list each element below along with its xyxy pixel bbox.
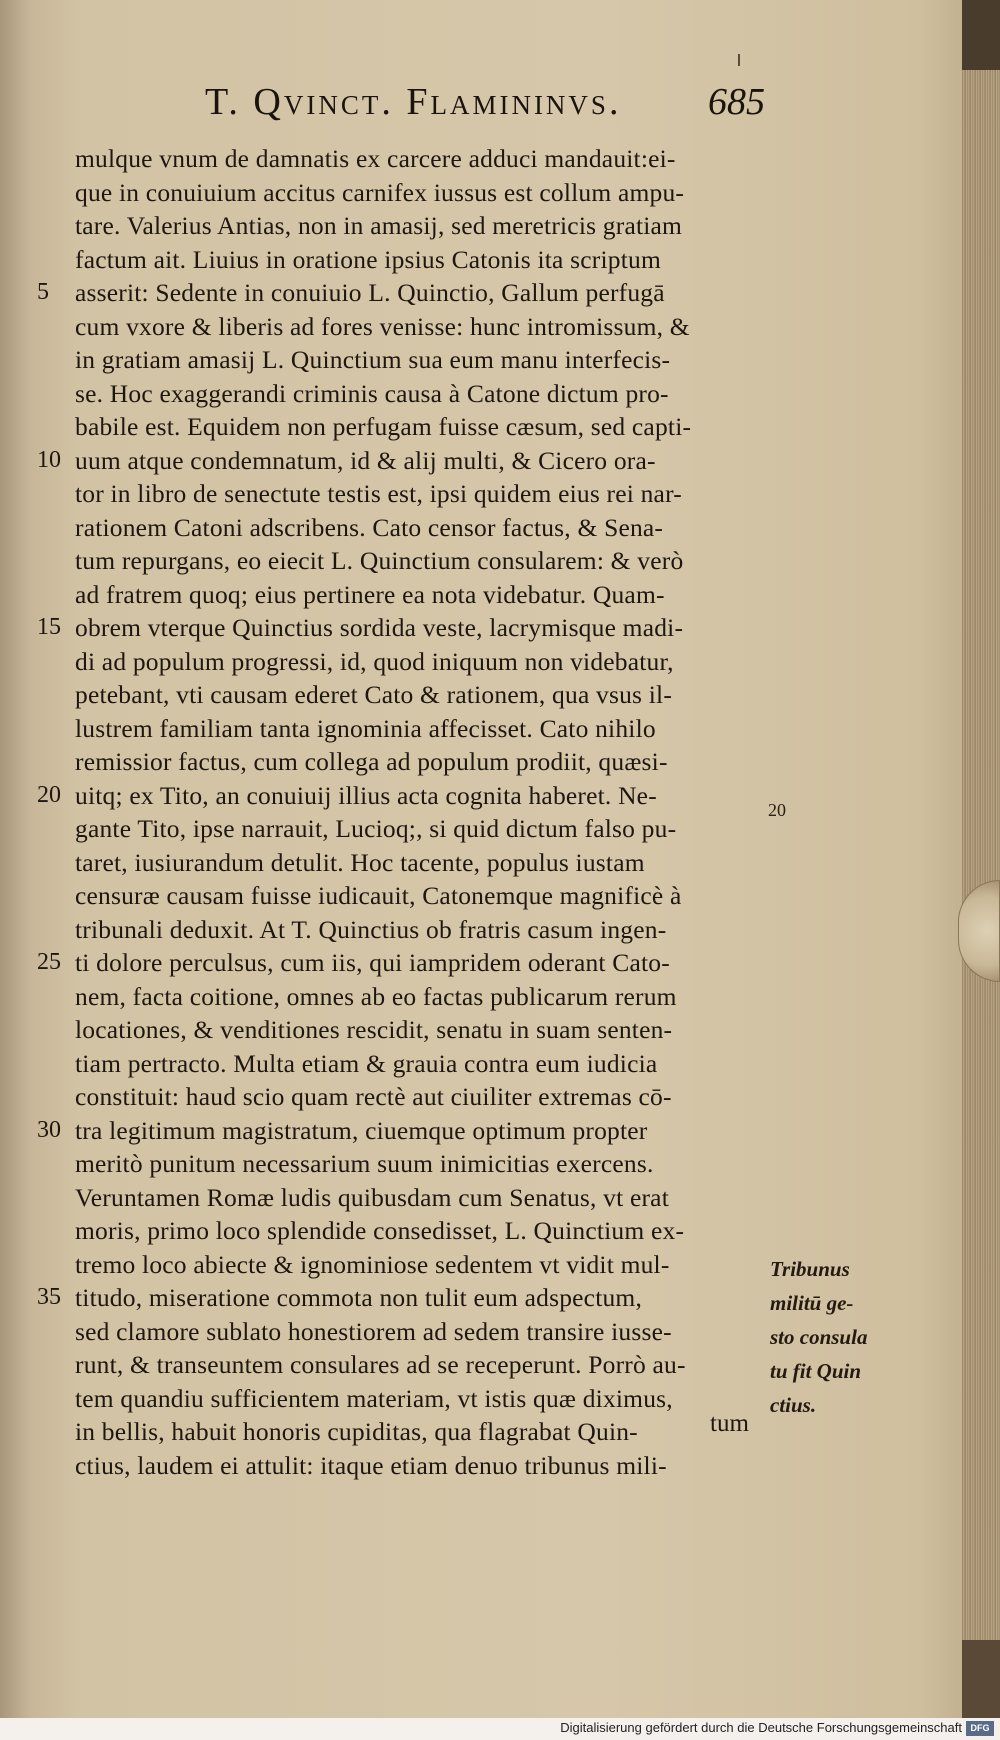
text-line: [75, 1449, 765, 1483]
text-line: [75, 678, 765, 712]
line-text: di ad populum progressi, id, quod iniquum non videbatur,: [75, 646, 674, 676]
main-text: [37, 142, 765, 1482]
text-line: [75, 343, 765, 377]
text-line: [75, 243, 765, 277]
line-number: 30: [37, 1116, 61, 1143]
text-line: [75, 176, 765, 210]
line-text: Veruntamen Romæ ludis quibusdam cum Senatus, vt erat: [75, 1182, 669, 1212]
line-text: asserit: Sedente in conuiuio L. Quinctio, Gallum perfugā: [75, 278, 665, 307]
text-line: [75, 1047, 765, 1081]
binding-bottom: [962, 1640, 1000, 1720]
text-line: [75, 745, 765, 779]
footer-bar: [0, 1718, 1000, 1740]
catchword: tum: [710, 1410, 749, 1437]
line-text: tremo loco abiecte & ignominiose sedentem vt vidit mul-: [75, 1249, 670, 1279]
text-line: [37, 1114, 765, 1148]
text-line: [75, 1348, 765, 1382]
line-text: mulque vnum de damnatis ex carcere adduci mandauit:ei-: [75, 144, 676, 173]
folio-number: 685: [708, 81, 765, 123]
text-line: [75, 879, 765, 913]
text-line: [75, 209, 765, 243]
text-line: [37, 1281, 765, 1315]
line-text: babile est. Equidem non perfugam fuisse cæsum, sed capti-: [75, 412, 692, 441]
marginal-note-line: Tribunus: [770, 1257, 850, 1281]
page-edge: [962, 0, 1000, 1740]
line-text: ad fratrem quoq; eius pertinere ea nota videbatur. Quam-: [75, 579, 665, 609]
line-text: titudo, miseratione commota non tulit eum adspectum,: [75, 1283, 643, 1312]
marginal-note: [770, 1252, 900, 1422]
text-line: [75, 1315, 765, 1349]
line-text: censuræ causam fuisse iudicauit, Catonemque magnificè à: [75, 881, 682, 910]
line-text: constituit: haud scio quam rectè aut ciuiliter extremas cō-: [75, 1082, 672, 1111]
line-number: 10: [37, 446, 61, 473]
marginal-note-line: militū ge-: [770, 1291, 854, 1315]
line-text: tra legitimum magistratum, ciuemque optimum propter: [75, 1115, 648, 1145]
marginal-note-line: tu fit Quin: [770, 1359, 862, 1383]
dfg-logo: DFG: [966, 1721, 994, 1736]
text-line: [75, 477, 765, 511]
text-line: [75, 812, 765, 846]
text-line: [75, 410, 765, 444]
line-text: gante Tito, ipse narrauit, Lucioq;, si quid dictum falso pu-: [75, 814, 677, 843]
text-line: [75, 1080, 765, 1114]
text-line: [37, 779, 765, 813]
text-line: [75, 1181, 765, 1215]
line-text: in gratiam amasij L. Quinctium sua eum manu interfecis-: [75, 345, 671, 374]
running-title: T. Qvinct. Flamininvs.: [205, 81, 622, 123]
line-text: uitq; ex Tito, an conuiuij illius acta cognita haberet. Ne-: [75, 780, 657, 810]
text-line: [75, 310, 765, 344]
line-number: 25: [37, 949, 61, 975]
text-line: [75, 1013, 765, 1047]
line-text: remissior factus, cum collega ad populum prodiit, quæsi-: [75, 747, 668, 776]
line-text: factum ait. Liuius in oratione ipsius Catonis ita scriptum: [75, 244, 661, 274]
line-text: rationem Catoni adscribens. Cato censor factus, & Sena-: [75, 512, 664, 542]
line-text: locationes, & venditiones rescidit, senatu in suam senten-: [75, 1015, 673, 1044]
text-line: [75, 1382, 765, 1416]
text-line: [75, 1214, 765, 1248]
text-line: [75, 846, 765, 880]
line-number: 35: [37, 1284, 61, 1310]
text-line: [75, 645, 765, 679]
line-text: tiam pertracto. Multa etiam & grauia contra eum iudicia: [75, 1048, 658, 1078]
marginal-note-line: sto consula: [770, 1325, 868, 1349]
binding-top: [962, 0, 1000, 70]
line-text: tare. Valerius Antias, non in amasij, sed meretricis gratiam: [75, 211, 683, 240]
line-text: ctius, laudem ei attulit: itaque etiam denuo tribunus mili-: [75, 1450, 667, 1480]
text-line: [75, 1147, 765, 1181]
page-header: [205, 80, 765, 132]
line-text: tribunali deduxit. At T. Quinctius ob fratris casum ingen-: [75, 914, 667, 944]
text-line: [75, 511, 765, 545]
text-line: [75, 544, 765, 578]
line-text: obrem vterque Quinctius sordida veste, lacrymisque madi-: [75, 613, 684, 642]
text-line: [75, 1415, 765, 1449]
text-line: [75, 578, 765, 612]
line-text: nem, facta coitione, omnes ab eo factas publicarum rerum: [75, 981, 677, 1011]
line-text: uum atque condemnatum, id & alij multi, & Cicero ora-: [75, 445, 656, 475]
text-line: [75, 913, 765, 947]
marginal-note-line: ctius.: [770, 1393, 817, 1417]
line-text: se. Hoc exaggerandi criminis causa à Catone dictum pro-: [75, 378, 669, 408]
text-line: [75, 142, 765, 176]
line-text: cum vxore & liberis ad fores venisse: hunc intromissum, &: [75, 311, 690, 341]
text-line: [37, 611, 765, 645]
text-line: [75, 1248, 765, 1282]
line-text: in bellis, habuit honoris cupiditas, qua flagrabat Quin-: [75, 1417, 638, 1446]
line-text: tum repurgans, eo eiecit L. Quinctium consularem: & verò: [75, 546, 684, 575]
line-text: lustrem familiam tanta ignominia affecisset. Cato nihilo: [75, 713, 656, 743]
text-line: [75, 712, 765, 746]
text-line: [37, 276, 765, 310]
line-number: 20: [37, 781, 61, 808]
line-text: tor in libro de senectute testis est, ipsi quidem eius rei nar-: [75, 479, 682, 508]
text-line: [75, 377, 765, 411]
funding-note: Digitalisierung gefördert durch die Deutsche Forschungsgemeinschaft: [560, 1720, 962, 1735]
line-text: petebant, vti causam ederet Cato & rationem, qua vsus il-: [75, 680, 673, 709]
line-text: moris, primo loco splendide consedisset, L. Quinctium ex-: [75, 1216, 685, 1245]
line-text: que in conuiuium accitus carnifex iussus est collum ampu-: [75, 177, 685, 207]
text-line: [37, 946, 765, 980]
line-number: 15: [37, 614, 61, 640]
line-text: runt, & transeuntem consulares ad se receperunt. Porrò au-: [75, 1350, 686, 1379]
side-number: 20: [768, 800, 786, 820]
line-text: ti dolore perculsus, cum iis, qui iampridem oderant Cato-: [75, 948, 670, 977]
line-text: tem quandiu sufficientem materiam, vt istis quæ diximus,: [75, 1383, 673, 1413]
text-line: [37, 444, 765, 478]
text-line: [75, 980, 765, 1014]
line-text: taret, iusiurandum detulit. Hoc tacente, populus iustam: [75, 847, 645, 877]
line-number: 5: [37, 279, 49, 305]
line-text: sed clamore sublato honestiorem ad sedem transire iusse-: [75, 1316, 672, 1346]
ink-mark: [738, 54, 740, 66]
line-text: meritò punitum necessarium suum inimicitias exercens.: [75, 1149, 654, 1178]
